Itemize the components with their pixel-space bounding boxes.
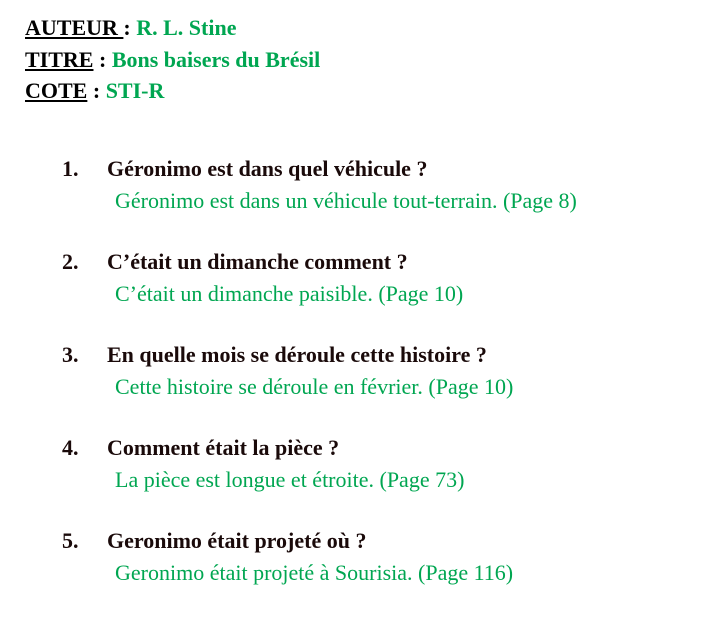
title-value: Bons baisers du Brésil (111, 46, 321, 72)
cote-label: COTE (25, 78, 88, 103)
question-list (0, 153, 702, 618)
question-item (0, 525, 702, 618)
question-text: Comment était la pièce ? (107, 435, 340, 460)
author-value: R. L. Stine (136, 15, 237, 40)
answer-text: Geronimo était projeté à Sourisia. (Page 116) (115, 560, 514, 585)
answer-text: Géronimo est dans un véhicule tout-terrain. (Page 8) (115, 188, 577, 213)
question-item (0, 432, 702, 525)
book-metadata (25, 12, 320, 107)
author-separator: : (123, 15, 137, 40)
title-label: TITRE (25, 46, 94, 72)
question-number: 4. (62, 435, 79, 460)
question-number: 1. (62, 156, 79, 181)
question-item (0, 339, 702, 432)
cote-separator: : (87, 78, 106, 103)
question-text: Géronimo est dans quel véhicule ? (107, 156, 428, 181)
answer-text: La pièce est longue et étroite. (Page 73) (115, 467, 465, 492)
cote-value: STI-R (105, 78, 165, 103)
author-line (25, 12, 320, 44)
question-item (0, 153, 702, 246)
answer-text: C’était un dimanche paisible. (Page 10) (115, 281, 464, 306)
question-number: 2. (62, 249, 79, 274)
author-label: AUTEUR (25, 15, 124, 40)
question-number: 5. (62, 528, 79, 553)
answer-text: Cette histoire se déroule en février. (Page 10) (115, 374, 514, 399)
question-text: Geronimo était projeté où ? (107, 528, 367, 553)
question-text: En quelle mois se déroule cette histoire ? (107, 342, 487, 367)
title-separator: : (93, 46, 112, 72)
title-line (25, 44, 320, 76)
cote-line (25, 75, 320, 107)
question-number: 3. (62, 342, 79, 367)
question-text: C’était un dimanche comment ? (107, 249, 408, 274)
question-item (0, 246, 702, 339)
